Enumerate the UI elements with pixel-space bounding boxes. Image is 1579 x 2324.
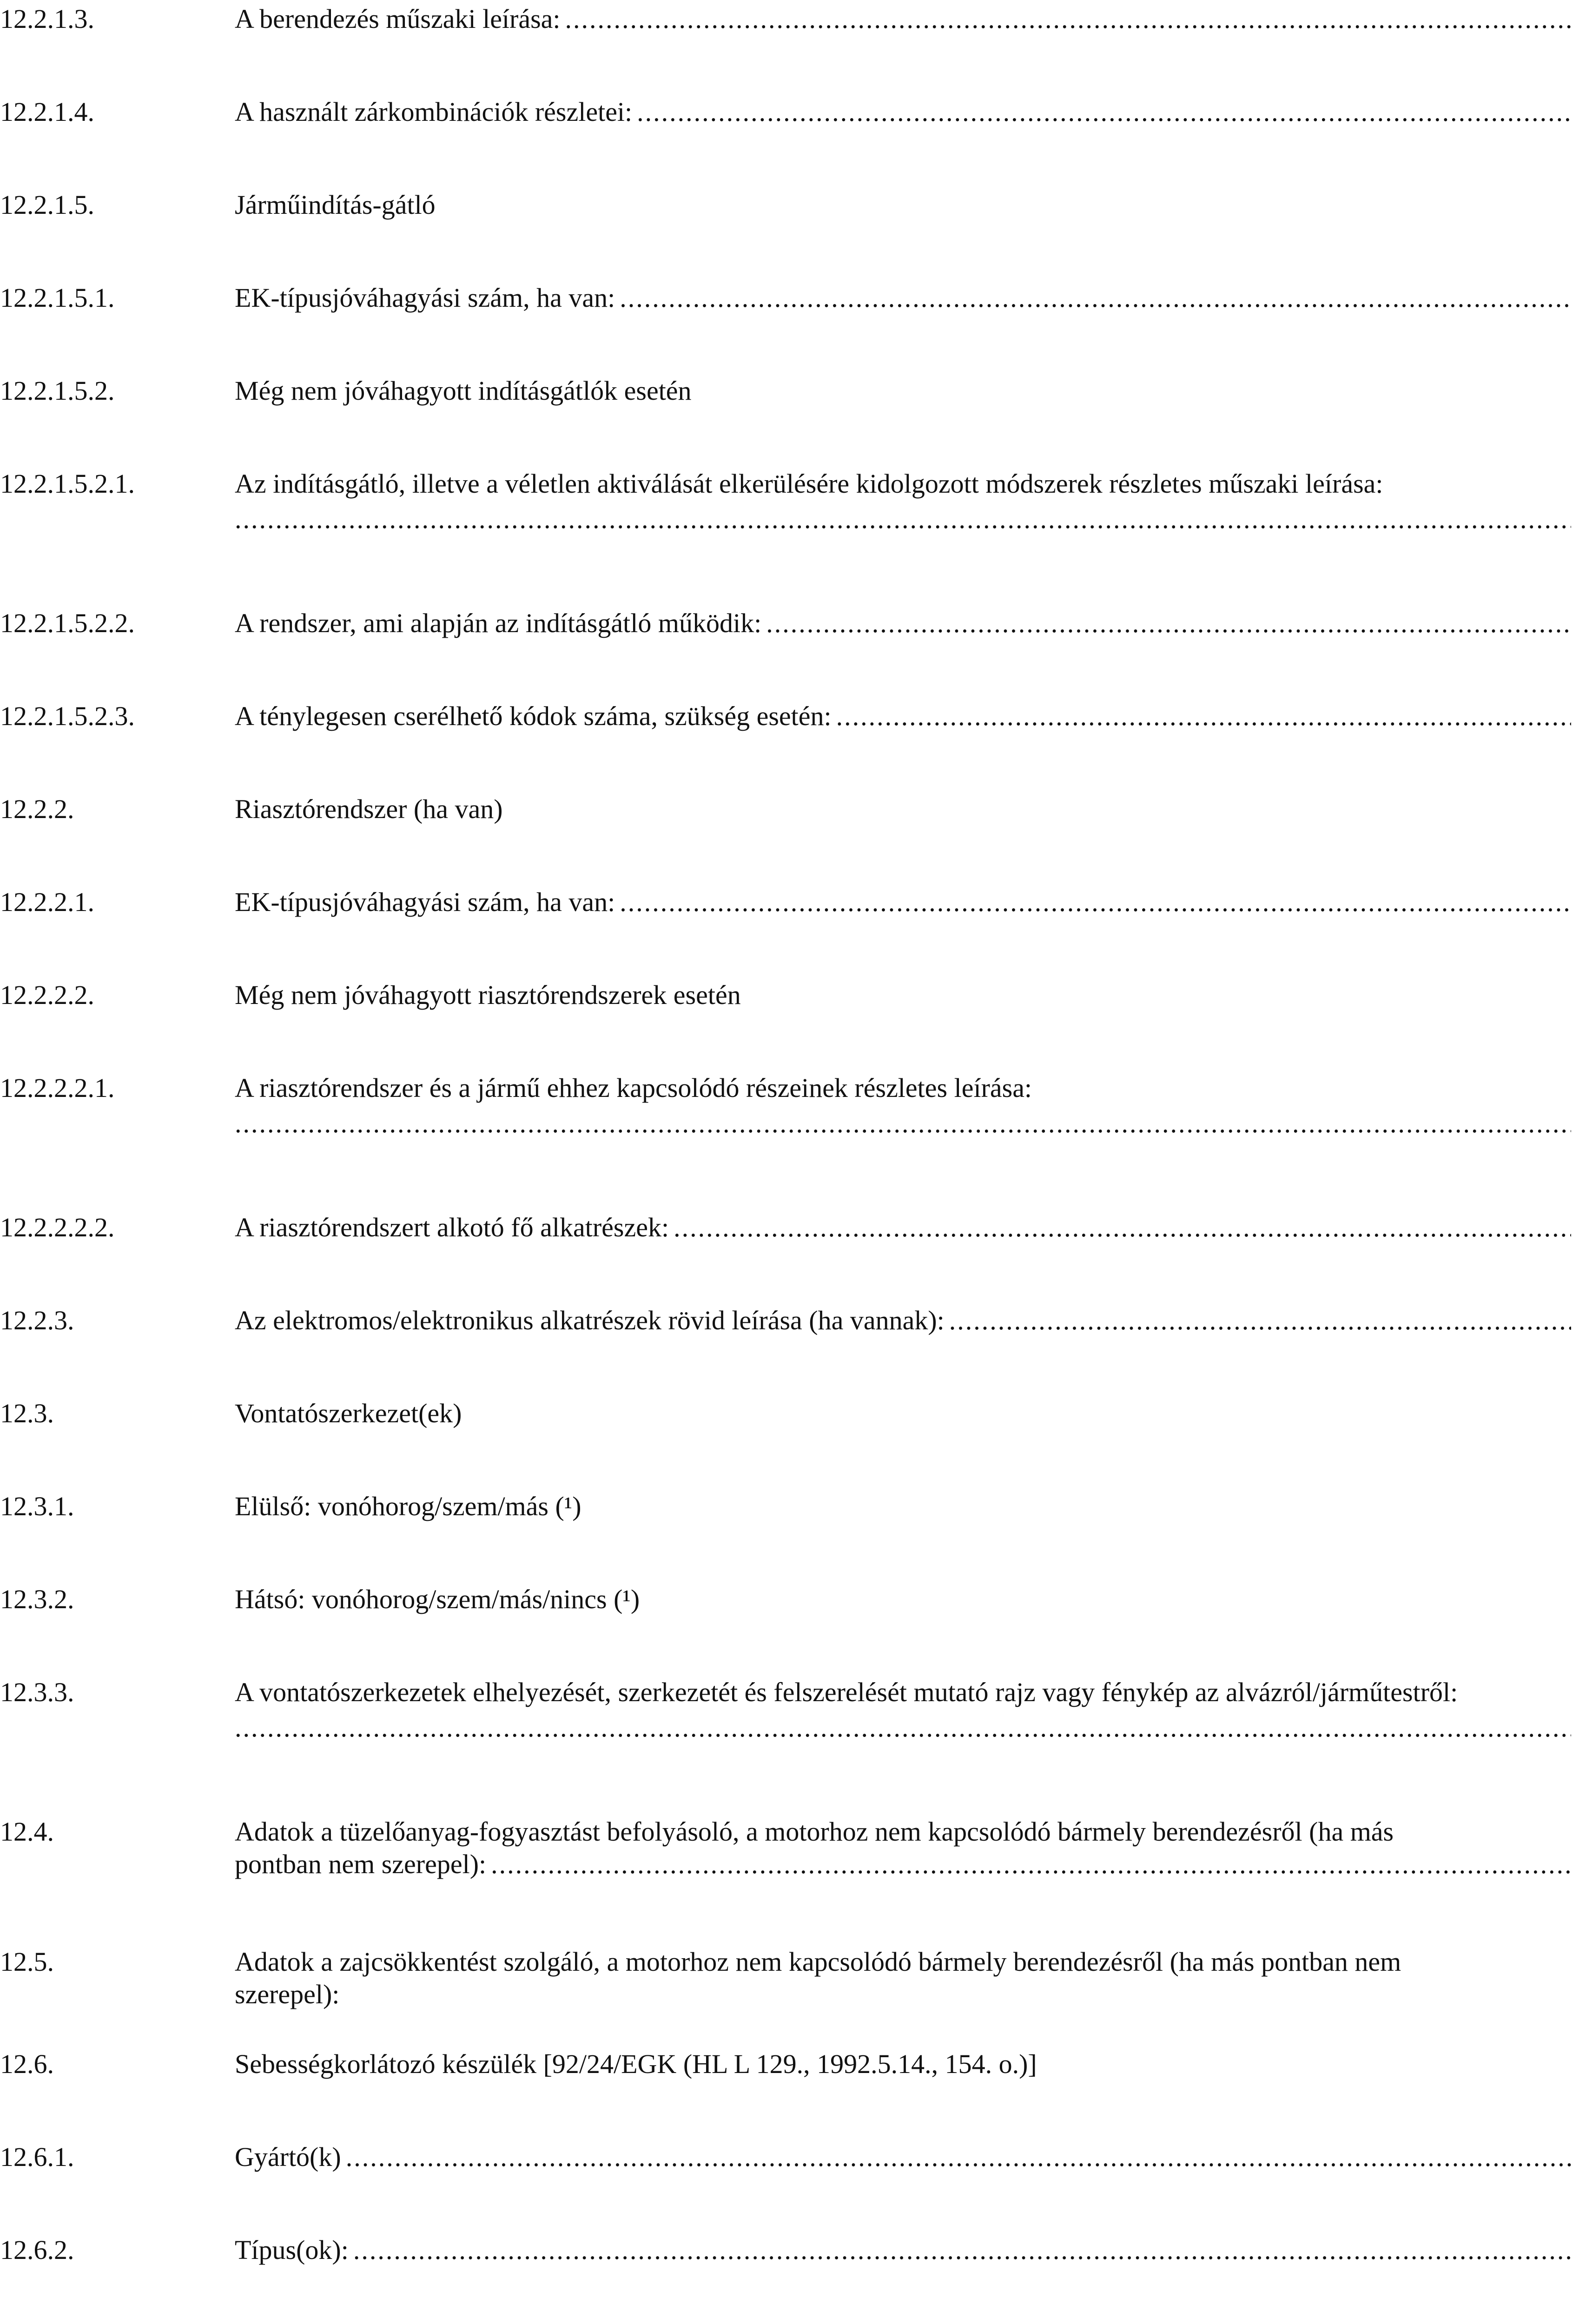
- section-text-line-1: Adatok a tüzelőanyag-fogyasztást befolyásoló, a motorhoz nem kapcsolódó bármely berendezésről (ha más: [235, 1816, 1394, 1847]
- section-number: 12.2.1.5.: [0, 190, 94, 220]
- section-text: A használt zárkombinációk részletei:: [235, 97, 633, 127]
- fill-in-leader: [235, 1107, 1571, 1140]
- section-text: EK-típusjóváhagyási szám, ha van:: [235, 887, 615, 917]
- section-number: 12.2.2.1.: [0, 887, 94, 917]
- section-number: 12.2.1.4.: [0, 97, 94, 127]
- fill-in-leader: [766, 607, 1571, 640]
- section-number: 12.2.3.: [0, 1305, 74, 1335]
- section-number: 12.3.1.: [0, 1491, 74, 1521]
- section-number: 12.5.: [0, 1947, 54, 1977]
- section-text: Elülső: vonóhorog/szem/más (¹): [235, 1491, 581, 1521]
- section-text-line-2: szerepel):: [235, 1979, 340, 2009]
- section-heading: Még nem jóváhagyott riasztórendszerek esetén: [235, 980, 741, 1010]
- fill-in-leader: [346, 2141, 1571, 2173]
- section-number: 12.3.3.: [0, 1677, 74, 1707]
- section-heading: Sebességkorlátozó készülék [92/24/EGK (HL L 129., 1992.5.14., 154. o.)]: [235, 2049, 1037, 2079]
- section-text: A riasztórendszer és a jármű ehhez kapcsolódó részeinek részletes leírása:: [235, 1073, 1032, 1103]
- section-text: A ténylegesen cserélhető kódok száma, szükség esetén:: [235, 701, 832, 731]
- fill-in-leader: [491, 1848, 1571, 1881]
- fill-in-leader: [353, 2234, 1571, 2266]
- section-number: 12.6.1.: [0, 2142, 74, 2172]
- section-text: A rendszer, ami alapján az indításgátló működik:: [235, 608, 762, 638]
- section-number: 12.2.1.5.2.: [0, 376, 115, 406]
- section-number: 12.2.2.2.1.: [0, 1073, 115, 1103]
- fill-in-leader: [565, 3, 1571, 35]
- section-text: Típus(ok):: [235, 2235, 349, 2265]
- section-text: Hátsó: vonóhorog/szem/más/nincs (¹): [235, 1584, 640, 1614]
- section-text: Az indításgátló, illetve a véletlen aktiválását elkerülésére kidolgozott módszerek részletes műszaki leírása:: [235, 469, 1383, 499]
- section-text: EK-típusjóváhagyási szám, ha van:: [235, 283, 615, 313]
- section-number: 12.6.: [0, 2049, 54, 2079]
- fill-in-leader: [637, 96, 1571, 128]
- section-number: 12.2.1.5.2.3.: [0, 701, 135, 731]
- section-heading: Még nem jóváhagyott indításgátlók esetén: [235, 376, 692, 406]
- section-heading: Járműindítás-gátló: [235, 190, 436, 220]
- section-text-line-2: pontban nem szerepel):: [235, 1849, 487, 1879]
- section-number: 12.3.2.: [0, 1584, 74, 1614]
- section-text-line-1: Adatok a zajcsökkentést szolgáló, a motorhoz nem kapcsolódó bármely berendezésről (ha más pontban nem: [235, 1947, 1401, 1977]
- section-number: 12.3.: [0, 1398, 54, 1428]
- fill-in-leader: [620, 282, 1571, 314]
- section-text: A berendezés műszaki leírása:: [235, 4, 561, 34]
- section-number: 12.2.2.2.: [0, 980, 94, 1010]
- section-number: 12.2.2.2.2.: [0, 1212, 115, 1242]
- section-heading: Vontatószerkezet(ek): [235, 1398, 462, 1428]
- section-number: 12.6.2.: [0, 2235, 74, 2265]
- section-number: 12.2.1.5.1.: [0, 283, 115, 313]
- fill-in-leader: [836, 700, 1571, 733]
- section-text: Az elektromos/elektronikus alkatrészek rövid leírása (ha vannak):: [235, 1305, 945, 1335]
- fill-in-leader: [235, 1711, 1571, 1744]
- section-heading: Riasztórendszer (ha van): [235, 794, 503, 824]
- fill-in-leader: [235, 503, 1571, 535]
- fill-in-leader: [620, 886, 1571, 918]
- fill-in-leader: [949, 1304, 1571, 1337]
- section-number: 12.4.: [0, 1816, 54, 1847]
- section-number: 12.2.1.5.2.1.: [0, 469, 135, 499]
- section-text: Gyártó(k): [235, 2142, 341, 2172]
- section-number: 12.2.2.: [0, 794, 74, 824]
- section-number: 12.2.1.3.: [0, 4, 94, 34]
- fill-in-leader: [674, 1211, 1571, 1244]
- section-number: 12.2.1.5.2.2.: [0, 608, 135, 638]
- section-text: A riasztórendszert alkotó fő alkatrészek:: [235, 1212, 669, 1242]
- section-text: A vontatószerkezetek elhelyezését, szerkezetét és felszerelését mutató rajz vagy fénykép az alvázról/járműtestről:: [235, 1677, 1458, 1707]
